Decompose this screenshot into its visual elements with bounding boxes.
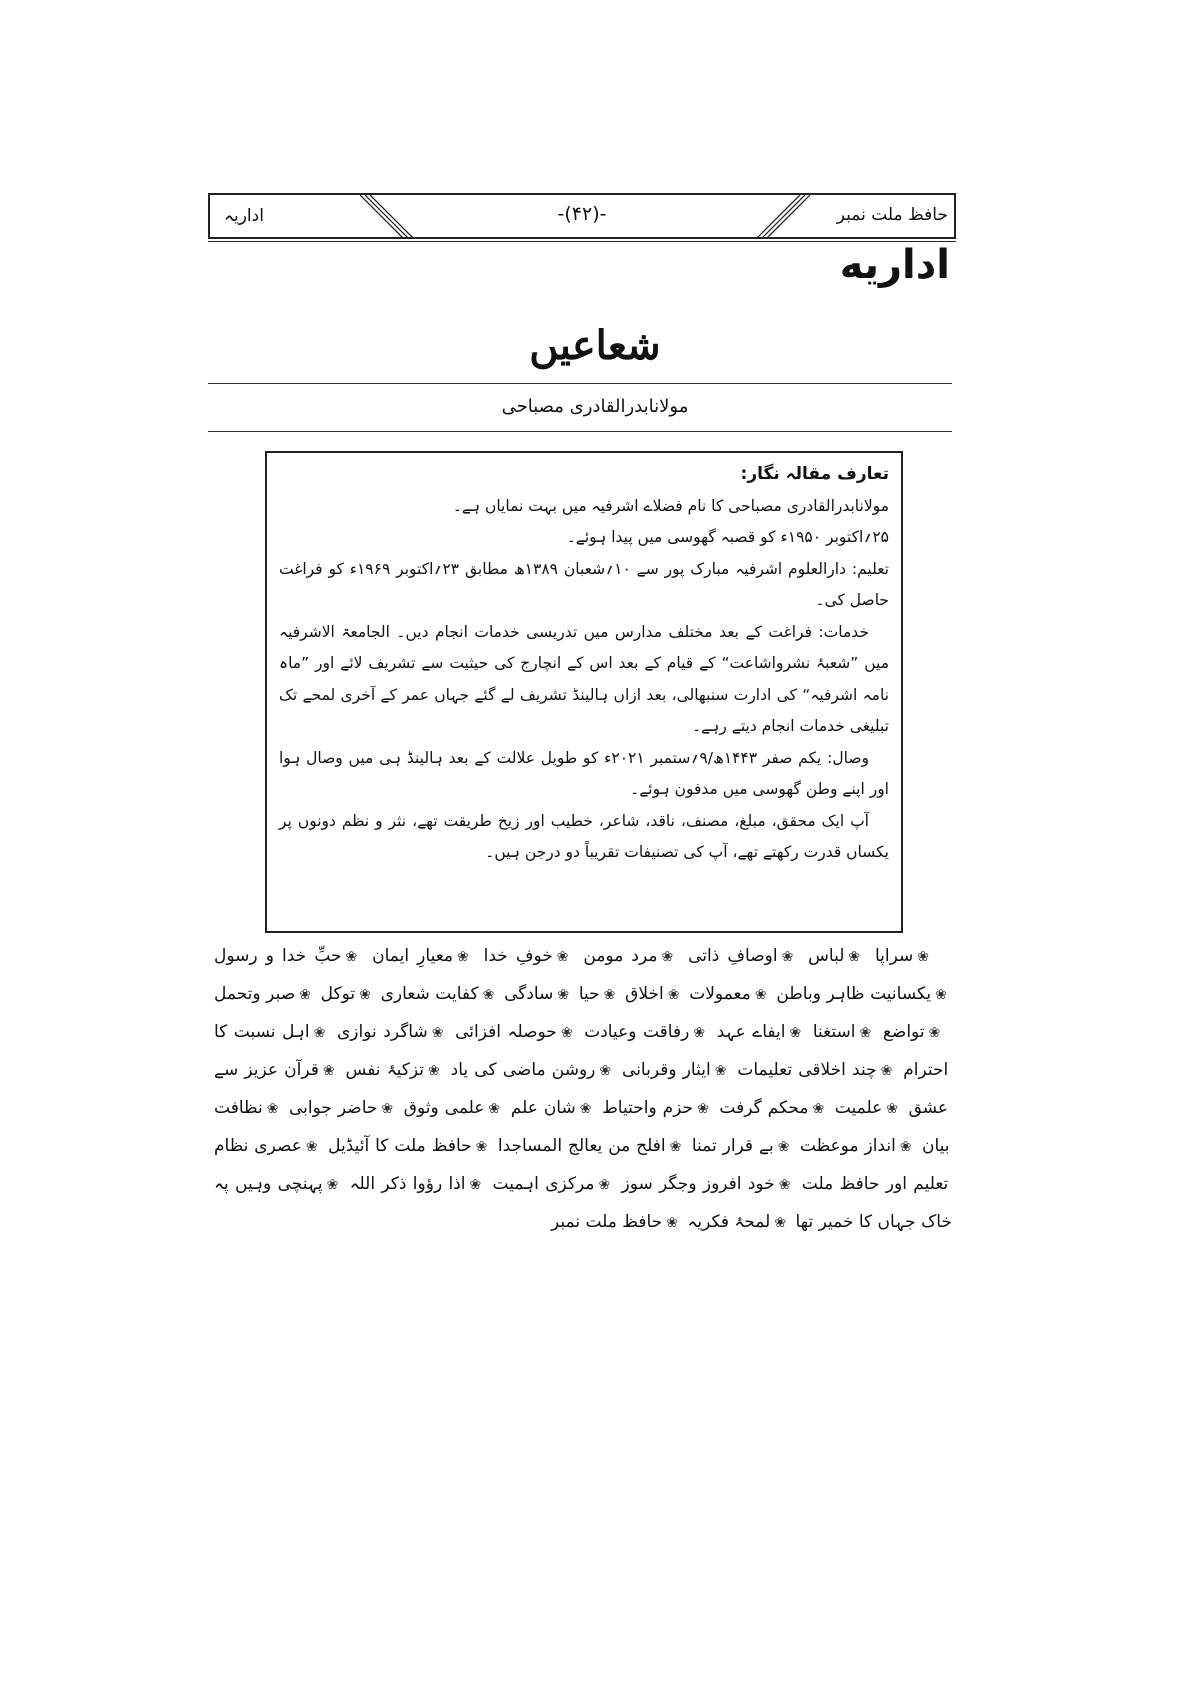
- flower-separator-icon: ❀: [299, 987, 312, 1003]
- contents-item: عصری نظام تعلیم اور حافظ ملت: [214, 1136, 949, 1194]
- contents-item: حوصلہ افزائی: [455, 1022, 557, 1042]
- divider: [208, 431, 952, 432]
- intro-paragraph: وصال: یکم صفر ۱۴۴۳ھ/۹؍ستمبر ۲۰۲۱ء کو طویل علالت کے بعد ہالینڈ ہی میں وصال ہوا اور اپنے وطن گھوسی میں مدفون ہوئے۔: [279, 748, 889, 798]
- contents-item: شان علم: [510, 1098, 576, 1118]
- contents-item: حیا: [578, 984, 600, 1004]
- contents-item: رفاقت وعیادت: [584, 1022, 690, 1042]
- flower-separator-icon: ❀: [667, 987, 680, 1003]
- contents-item: اہل نسبت کا احترام: [214, 1022, 949, 1080]
- contents-item: محکم گرفت: [719, 1098, 809, 1118]
- contents-item: انداز موعظت: [799, 1136, 896, 1156]
- contents-item: اخلاق: [625, 984, 664, 1004]
- flower-separator-icon: ❀: [556, 949, 572, 965]
- flower-separator-icon: ❀: [599, 1063, 612, 1079]
- flower-separator-icon: ❀: [661, 949, 676, 965]
- contents-item: صبر وتحمل: [214, 984, 296, 1004]
- contents-item: توکل: [320, 984, 356, 1004]
- flower-separator-icon: ❀: [345, 949, 360, 965]
- contents-item: حاضر جوابی: [289, 1098, 378, 1118]
- flower-separator-icon: ❀: [313, 1025, 327, 1041]
- flower-separator-icon: ❀: [603, 987, 616, 1003]
- contents-item: پہنچی وہیں پہ خاک جہاں کا خمیر تھا: [214, 1174, 952, 1232]
- intro-paragraph: خدمات: فراغت کے بعد مختلف مدارس میں تدریسی خدمات انجام دیں۔ الجامعۃ الاشرفیہ میں ”شعبۂ نشرواشاعت“ کے قیام کے بعد اس کے انچارج کی حیثیت سے تشریف لائے اور ”ماہ نامہ اشرفیہ“ کی ادارت سنبھالی، بعد ازاں ہالینڈ تشریف لے گئے جہاں عمر کے آخری لمحے تک تبلیغی خدمات انجام دیتے رہے۔: [279, 622, 889, 735]
- flower-separator-icon: ❀: [777, 1139, 790, 1155]
- flower-separator-icon: ❀: [714, 1063, 728, 1079]
- flower-separator-icon: ❀: [322, 1063, 336, 1079]
- intro-paragraph: تعلیم: دارالعلوم اشرفیہ مبارک پور سے ۱۰؍شعبان ۱۳۸۹ھ مطابق ۲۳؍اکتوبر ۱۹۶۹ء کو فراغت حاصل کی۔: [279, 559, 889, 609]
- contents-item: یکسانیت ظاہر وباطن: [776, 984, 932, 1004]
- contents-item: بے قرار تمنا: [691, 1136, 774, 1156]
- flower-separator-icon: ❀: [469, 1177, 483, 1193]
- contents-item: کفایت شعاری: [380, 984, 479, 1004]
- flower-separator-icon: ❀: [457, 949, 472, 965]
- header-section-label: اداریہ: [224, 206, 264, 226]
- contents-item: معمولات: [689, 984, 751, 1004]
- flower-separator-icon: ❀: [899, 1139, 913, 1155]
- flower-separator-icon: ❀: [697, 1101, 710, 1117]
- contents-item: مرکزی اہمیت: [492, 1174, 595, 1194]
- flower-separator-icon: ❀: [928, 1025, 942, 1041]
- contents-item: خوفِ خدا: [483, 946, 553, 966]
- author-name: مولانابدرالقادری مصباحی: [501, 396, 689, 417]
- contents-item: حزم واحتیاط: [602, 1098, 694, 1118]
- contents-item: استغنا: [812, 1022, 856, 1042]
- contents-item: افلح من یعالج المساجدا: [497, 1136, 666, 1156]
- contents-item: مرد مومن: [583, 946, 658, 966]
- flower-separator-icon: ❀: [475, 1139, 488, 1155]
- contents-item: معیارِ ایمان: [372, 946, 454, 966]
- contents-item: حبِّ خدا و رسول: [214, 946, 342, 966]
- flower-separator-icon: ❀: [359, 987, 372, 1003]
- flower-separator-icon: ❀: [598, 1177, 612, 1193]
- contents-item: چند اخلاقی تعلیمات: [737, 1060, 877, 1080]
- intro-paragraph: ۲۵؍اکتوبر ۱۹۵۰ء کو قصبہ گھوسی میں پیدا ہوئے۔: [566, 528, 889, 546]
- running-header: [208, 193, 956, 239]
- flower-separator-icon: ❀: [886, 1101, 899, 1117]
- contents-item: شاگرد نوازی: [336, 1022, 428, 1042]
- contents-item: لمحۂ فکریہ: [687, 1212, 771, 1232]
- flower-separator-icon: ❀: [666, 1215, 678, 1231]
- intro-paragraph: مولانابدرالقادری مصباحی کا نام فضلاے اشرفیہ میں بہت نمایاں ہے۔: [452, 496, 889, 515]
- contents-item: تزکیۂ نفس: [345, 1060, 424, 1080]
- contents-item: اوصافِ ذاتی: [688, 946, 778, 966]
- flower-separator-icon: ❀: [305, 1139, 319, 1155]
- contents-item: روشن ماضی کی یاد: [450, 1060, 596, 1080]
- flower-separator-icon: ❀: [693, 1025, 707, 1041]
- flower-separator-icon: ❀: [778, 1177, 792, 1193]
- page-number: -(۴۲)-: [557, 203, 607, 225]
- flower-separator-icon: ❀: [754, 987, 767, 1003]
- contents-item: قرآن عزیز سے عشق: [214, 1060, 949, 1118]
- flower-separator-icon: ❀: [428, 1063, 441, 1079]
- flower-separator-icon: ❀: [848, 949, 863, 965]
- contents-item: علمی وثوق: [403, 1098, 485, 1118]
- contents-item: ایفاے عہد: [716, 1022, 786, 1042]
- intro-paragraph: آپ ایک محقق، مبلغ، مصنف، ناقد، شاعر، خطیب اور زیخ طریقت تھے، نثر و نظم دونوں پر یکساں قدرت رکھتے تھے، آپ کی تصنیفات تقریباً دو درجن ہیں۔: [279, 811, 889, 861]
- header-ornament-right: [740, 195, 810, 239]
- contents-item: اذا رؤوا ذکر اللہ: [349, 1174, 466, 1194]
- section-title: اداریه: [839, 242, 950, 288]
- flower-separator-icon: ❀: [917, 949, 932, 965]
- contents-item: حافظ ملت نمبر: [550, 1212, 663, 1232]
- flower-separator-icon: ❀: [669, 1139, 682, 1155]
- flower-separator-icon: ❀: [557, 987, 570, 1003]
- contents-item: لباس: [808, 946, 845, 966]
- header-journal-title: حافظ ملت نمبر: [836, 205, 948, 225]
- flower-separator-icon: ❀: [488, 1101, 501, 1117]
- contents-item: سراپا: [874, 946, 914, 966]
- flower-separator-icon: ❀: [266, 1101, 280, 1117]
- flower-separator-icon: ❀: [880, 1063, 894, 1079]
- contents-item: خود افروز وجگر سوز: [621, 1174, 775, 1194]
- contents-item: ایثار وقربانی: [622, 1060, 711, 1080]
- flower-separator-icon: ❀: [781, 949, 797, 965]
- contents-item: سادگی: [504, 984, 554, 1004]
- flower-separator-icon: ❀: [579, 1101, 593, 1117]
- flower-separator-icon: ❀: [326, 1177, 340, 1193]
- contents-item: تواضع: [882, 1022, 925, 1042]
- intro-heading: تعارف مقالہ نگار:: [740, 464, 889, 484]
- flower-separator-icon: ❀: [859, 1025, 873, 1041]
- contents-item: علمیت: [834, 1098, 883, 1118]
- contents-list: [214, 938, 952, 1242]
- flower-separator-icon: ❀: [812, 1101, 825, 1117]
- flower-separator-icon: ❀: [774, 1215, 787, 1231]
- flower-separator-icon: ❀: [482, 987, 495, 1003]
- divider: [208, 383, 952, 384]
- contents-item: حافظ ملت کا آئیڈیل: [328, 1136, 472, 1156]
- flower-separator-icon: ❀: [560, 1025, 574, 1041]
- article-title: شعاعیں: [529, 322, 661, 369]
- flower-separator-icon: ❀: [789, 1025, 803, 1041]
- flower-separator-icon: ❀: [431, 1025, 445, 1041]
- header-ornament-left: [360, 195, 430, 239]
- flower-separator-icon: ❀: [381, 1101, 394, 1117]
- author-intro-box: [265, 451, 903, 933]
- contents-item: نظافت بیان: [214, 1098, 950, 1156]
- flower-separator-icon: ❀: [935, 987, 948, 1003]
